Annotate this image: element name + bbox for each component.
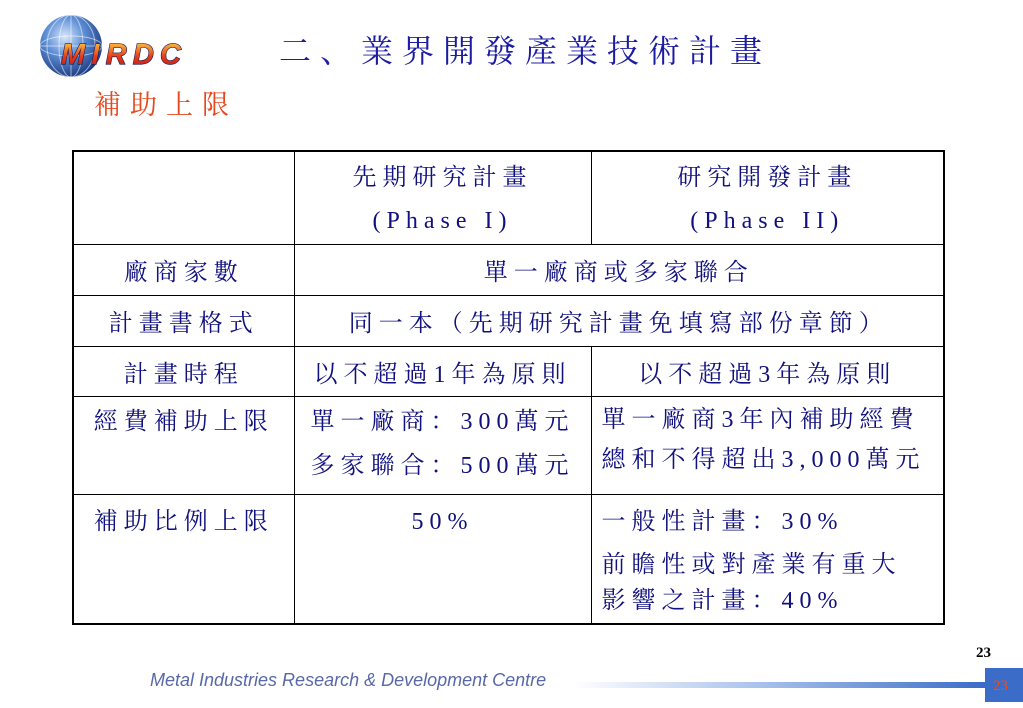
column-header-phase-2 [591, 151, 944, 244]
organization-name: Metal Industries Research & Development Centre [150, 670, 547, 690]
table-row [73, 396, 944, 494]
cell-line: 單一廠商3年內補助經費 [601, 406, 920, 433]
table-row [73, 295, 944, 346]
table-row [73, 346, 944, 396]
row-label [73, 396, 294, 494]
page-number: 23 [976, 645, 991, 661]
cell-phase-1 [294, 494, 591, 624]
column-header-line: (Phase II) [690, 208, 845, 234]
table-header-row [73, 151, 944, 244]
cell-phase-2 [591, 396, 944, 494]
cell-line: 前瞻性或對產業有重大 [601, 551, 902, 578]
slide-number: 23 [993, 678, 1008, 694]
slide-subtitle: 補助上限 [94, 90, 238, 120]
row-label: 計畫時程 [73, 346, 294, 396]
merged-cell: 單一廠商或多家聯合 [294, 244, 944, 295]
row-label: 廠商家數 [73, 244, 294, 295]
mirdc-logo [35, 12, 190, 78]
slide-title: 二、業界開發產業技術計畫 [279, 33, 772, 69]
row-label: 計畫書格式 [73, 295, 294, 346]
table-row [73, 494, 944, 624]
cell-phase-1 [294, 396, 591, 494]
row-label-text: 經費補助上限 [93, 408, 274, 435]
column-header-line: 研究開發計畫 [677, 165, 858, 191]
column-header-line: 先期研究計畫 [352, 165, 533, 191]
subsidy-limit-table [72, 150, 945, 625]
footer-accent-bar [573, 682, 985, 688]
cell-line: 50% [411, 508, 474, 535]
logo-lettering: MIRDC [61, 39, 181, 71]
cell-line: 多家聯合：500萬元 [310, 452, 575, 479]
row-label [73, 494, 294, 624]
cell-phase-2: 以不超過3年為原則 [591, 346, 944, 396]
cell-line: 單一廠商：300萬元 [310, 408, 575, 435]
column-header-line: (Phase I) [372, 208, 513, 234]
column-header-phase-1 [294, 151, 591, 244]
cell-line: 總和不得超出3,000萬元 [601, 446, 926, 473]
cell-phase-2 [591, 494, 944, 624]
table-corner-cell [73, 151, 294, 244]
cell-line: 一般性計畫：30% [601, 508, 844, 535]
cell-line: 影響之計畫：40% [601, 587, 844, 614]
merged-cell: 同一本（先期研究計畫免填寫部份章節） [294, 295, 944, 346]
cell-phase-1: 以不超過1年為原則 [294, 346, 591, 396]
row-label-text: 補助比例上限 [93, 508, 274, 535]
table-row [73, 244, 944, 295]
